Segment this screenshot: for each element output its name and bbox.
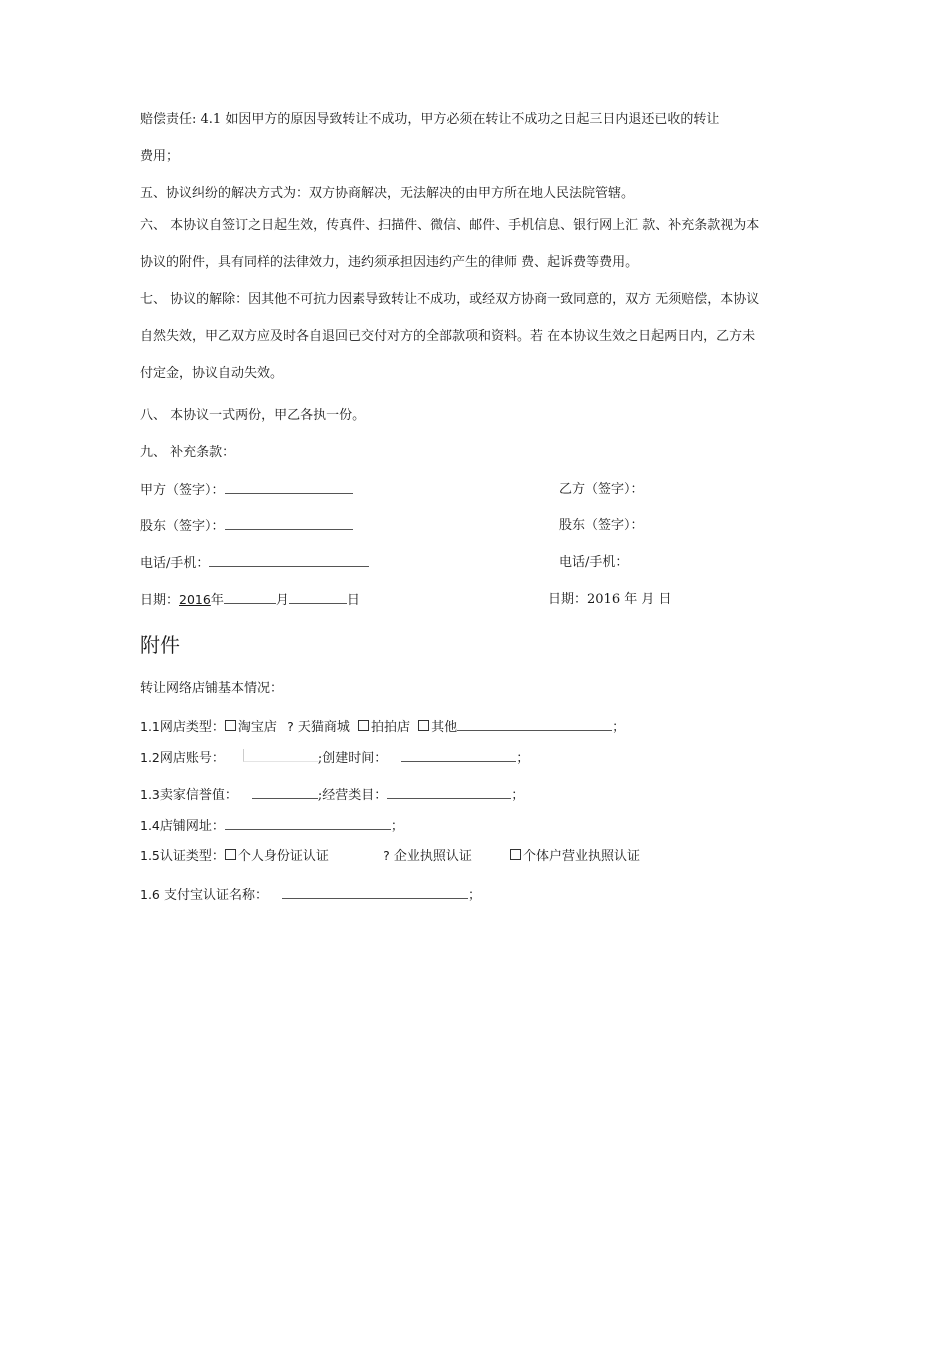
date-b: 日期：2016 年 月 日	[548, 592, 672, 607]
date-a-month-unit: 月	[275, 593, 289, 608]
annex-intro: 转让网络店铺基本情况：	[140, 681, 284, 696]
annex-item-1-1	[140, 718, 625, 737]
question-mark-glyph: ?	[287, 719, 294, 734]
phone-b-label: 电话/手机：	[559, 555, 629, 570]
shareholder-a-label: 股东（签字）：	[140, 519, 225, 534]
party-b-label: 乙方（签字）：	[559, 482, 644, 497]
date-a-year: 2016	[179, 592, 211, 607]
phone-a-row	[140, 554, 369, 573]
question-mark-glyph: ?	[383, 848, 390, 863]
shop-url-field[interactable]	[225, 817, 391, 830]
option-paipai: 拍拍店	[371, 720, 411, 735]
phone-a-field[interactable]	[209, 554, 369, 567]
party-a-signature-field[interactable]	[225, 481, 353, 494]
clause-7-line3: 付定金，协议自动失效。	[140, 366, 284, 381]
checkbox-individual-business[interactable]	[510, 849, 521, 860]
checkbox-personal-id[interactable]	[225, 849, 236, 860]
date-a-row	[140, 591, 360, 610]
shareholder-a-signature-field[interactable]	[225, 517, 353, 530]
shop-account-label: 网店账号：	[159, 751, 225, 766]
seller-credit-label: 卖家信誉值：	[159, 788, 238, 803]
annex-item-1-6	[140, 886, 481, 905]
shop-account-field[interactable]	[243, 749, 318, 762]
line-end: ；	[468, 888, 482, 903]
certification-type-label: 认证类型：	[159, 849, 225, 864]
clause-9: 九、 补充条款：	[140, 445, 236, 460]
clause-4-1-line2: 费用；	[140, 149, 180, 164]
item-number: 1.1	[140, 719, 160, 734]
option-enterprise-license: 企业执照认证	[393, 849, 472, 864]
checkbox-other[interactable]	[418, 720, 429, 731]
option-personal-id: 个人身份证认证	[237, 849, 329, 864]
business-category-field[interactable]	[387, 786, 511, 799]
checkbox-taobao[interactable]	[225, 720, 236, 731]
phone-a-label: 电话/手机：	[140, 556, 210, 571]
clause-4-1-line1: 赔偿责任: 4.1 如因甲方的原因导致转让不成功，甲方必须在转让不成功之日起三日内退还已收的转让	[140, 112, 720, 127]
create-time-field[interactable]	[401, 749, 516, 762]
shop-type-label: 网店类型：	[159, 720, 225, 735]
shop-url-label: 店铺网址：	[159, 819, 225, 834]
line-end: ；	[612, 720, 626, 735]
option-other: 其他	[431, 720, 458, 735]
annex-item-1-2	[140, 749, 529, 768]
clause-7-line1: 七、 协议的解除：因其他不可抗力因素导致转让不成功，或经双方协商一致同意的，双方 无须赔偿，本协议	[140, 292, 760, 307]
alipay-name-field[interactable]	[282, 886, 468, 899]
option-taobao: 淘宝店	[237, 720, 277, 735]
option-tmall: 天猫商城	[297, 720, 350, 735]
clause-7-line2: 自然失效，甲乙双方应及时各自退回已交付对方的全部款项和资料。若 在本协议生效之日起两日内，乙方未	[140, 329, 756, 344]
annex-item-1-3	[140, 786, 524, 805]
line-end: ；	[516, 751, 530, 766]
business-category-label: ;经营类目：	[317, 788, 388, 803]
party-a-label: 甲方（签字）：	[140, 483, 225, 498]
clause-6-line2: 协议的附件，具有同样的法律效力，违约须承担因违约产生的律师 费、起诉费等费用。	[140, 255, 639, 270]
checkbox-paipai[interactable]	[358, 720, 369, 731]
date-a-day-field[interactable]	[289, 591, 347, 604]
item-number: 1.6	[140, 887, 160, 902]
date-a-label: 日期：	[140, 593, 180, 608]
other-type-field[interactable]	[457, 718, 612, 731]
clause-8: 八、 本协议一式两份，甲乙各执一份。	[140, 408, 366, 423]
date-a-month-field[interactable]	[224, 591, 276, 604]
shareholder-a-signature-row	[140, 517, 353, 536]
line-end: ；	[511, 788, 525, 803]
clause-5: 五、协议纠纷的解决方式为：双方协商解决，无法解决的由甲方所在地人民法院管辖。	[140, 186, 635, 201]
annex-item-1-4	[140, 817, 404, 836]
clause-6-line1: 六、 本协议自签订之日起生效，传真件、扫描件、微信、邮件、手机信息、银行网上汇 款、补充条款视为本	[140, 218, 760, 233]
item-number: 1.3	[140, 787, 160, 802]
option-individual-business: 个体户营业执照认证	[523, 849, 641, 864]
line-end: ；	[390, 819, 404, 834]
create-time-label: ;创建时间：	[317, 751, 388, 766]
date-a-day-unit: 日	[346, 593, 360, 608]
alipay-name-label: 支付宝认证名称：	[164, 888, 269, 903]
annex-title: 附件	[140, 633, 180, 657]
item-number: 1.5	[140, 848, 160, 863]
shareholder-b-label: 股东（签字）：	[559, 518, 644, 533]
seller-credit-field[interactable]	[252, 786, 318, 799]
date-a-year-unit: 年	[210, 593, 224, 608]
annex-item-1-5	[140, 847, 640, 866]
item-number: 1.2	[140, 750, 160, 765]
item-number: 1.4	[140, 818, 160, 833]
party-a-signature-row	[140, 481, 353, 500]
